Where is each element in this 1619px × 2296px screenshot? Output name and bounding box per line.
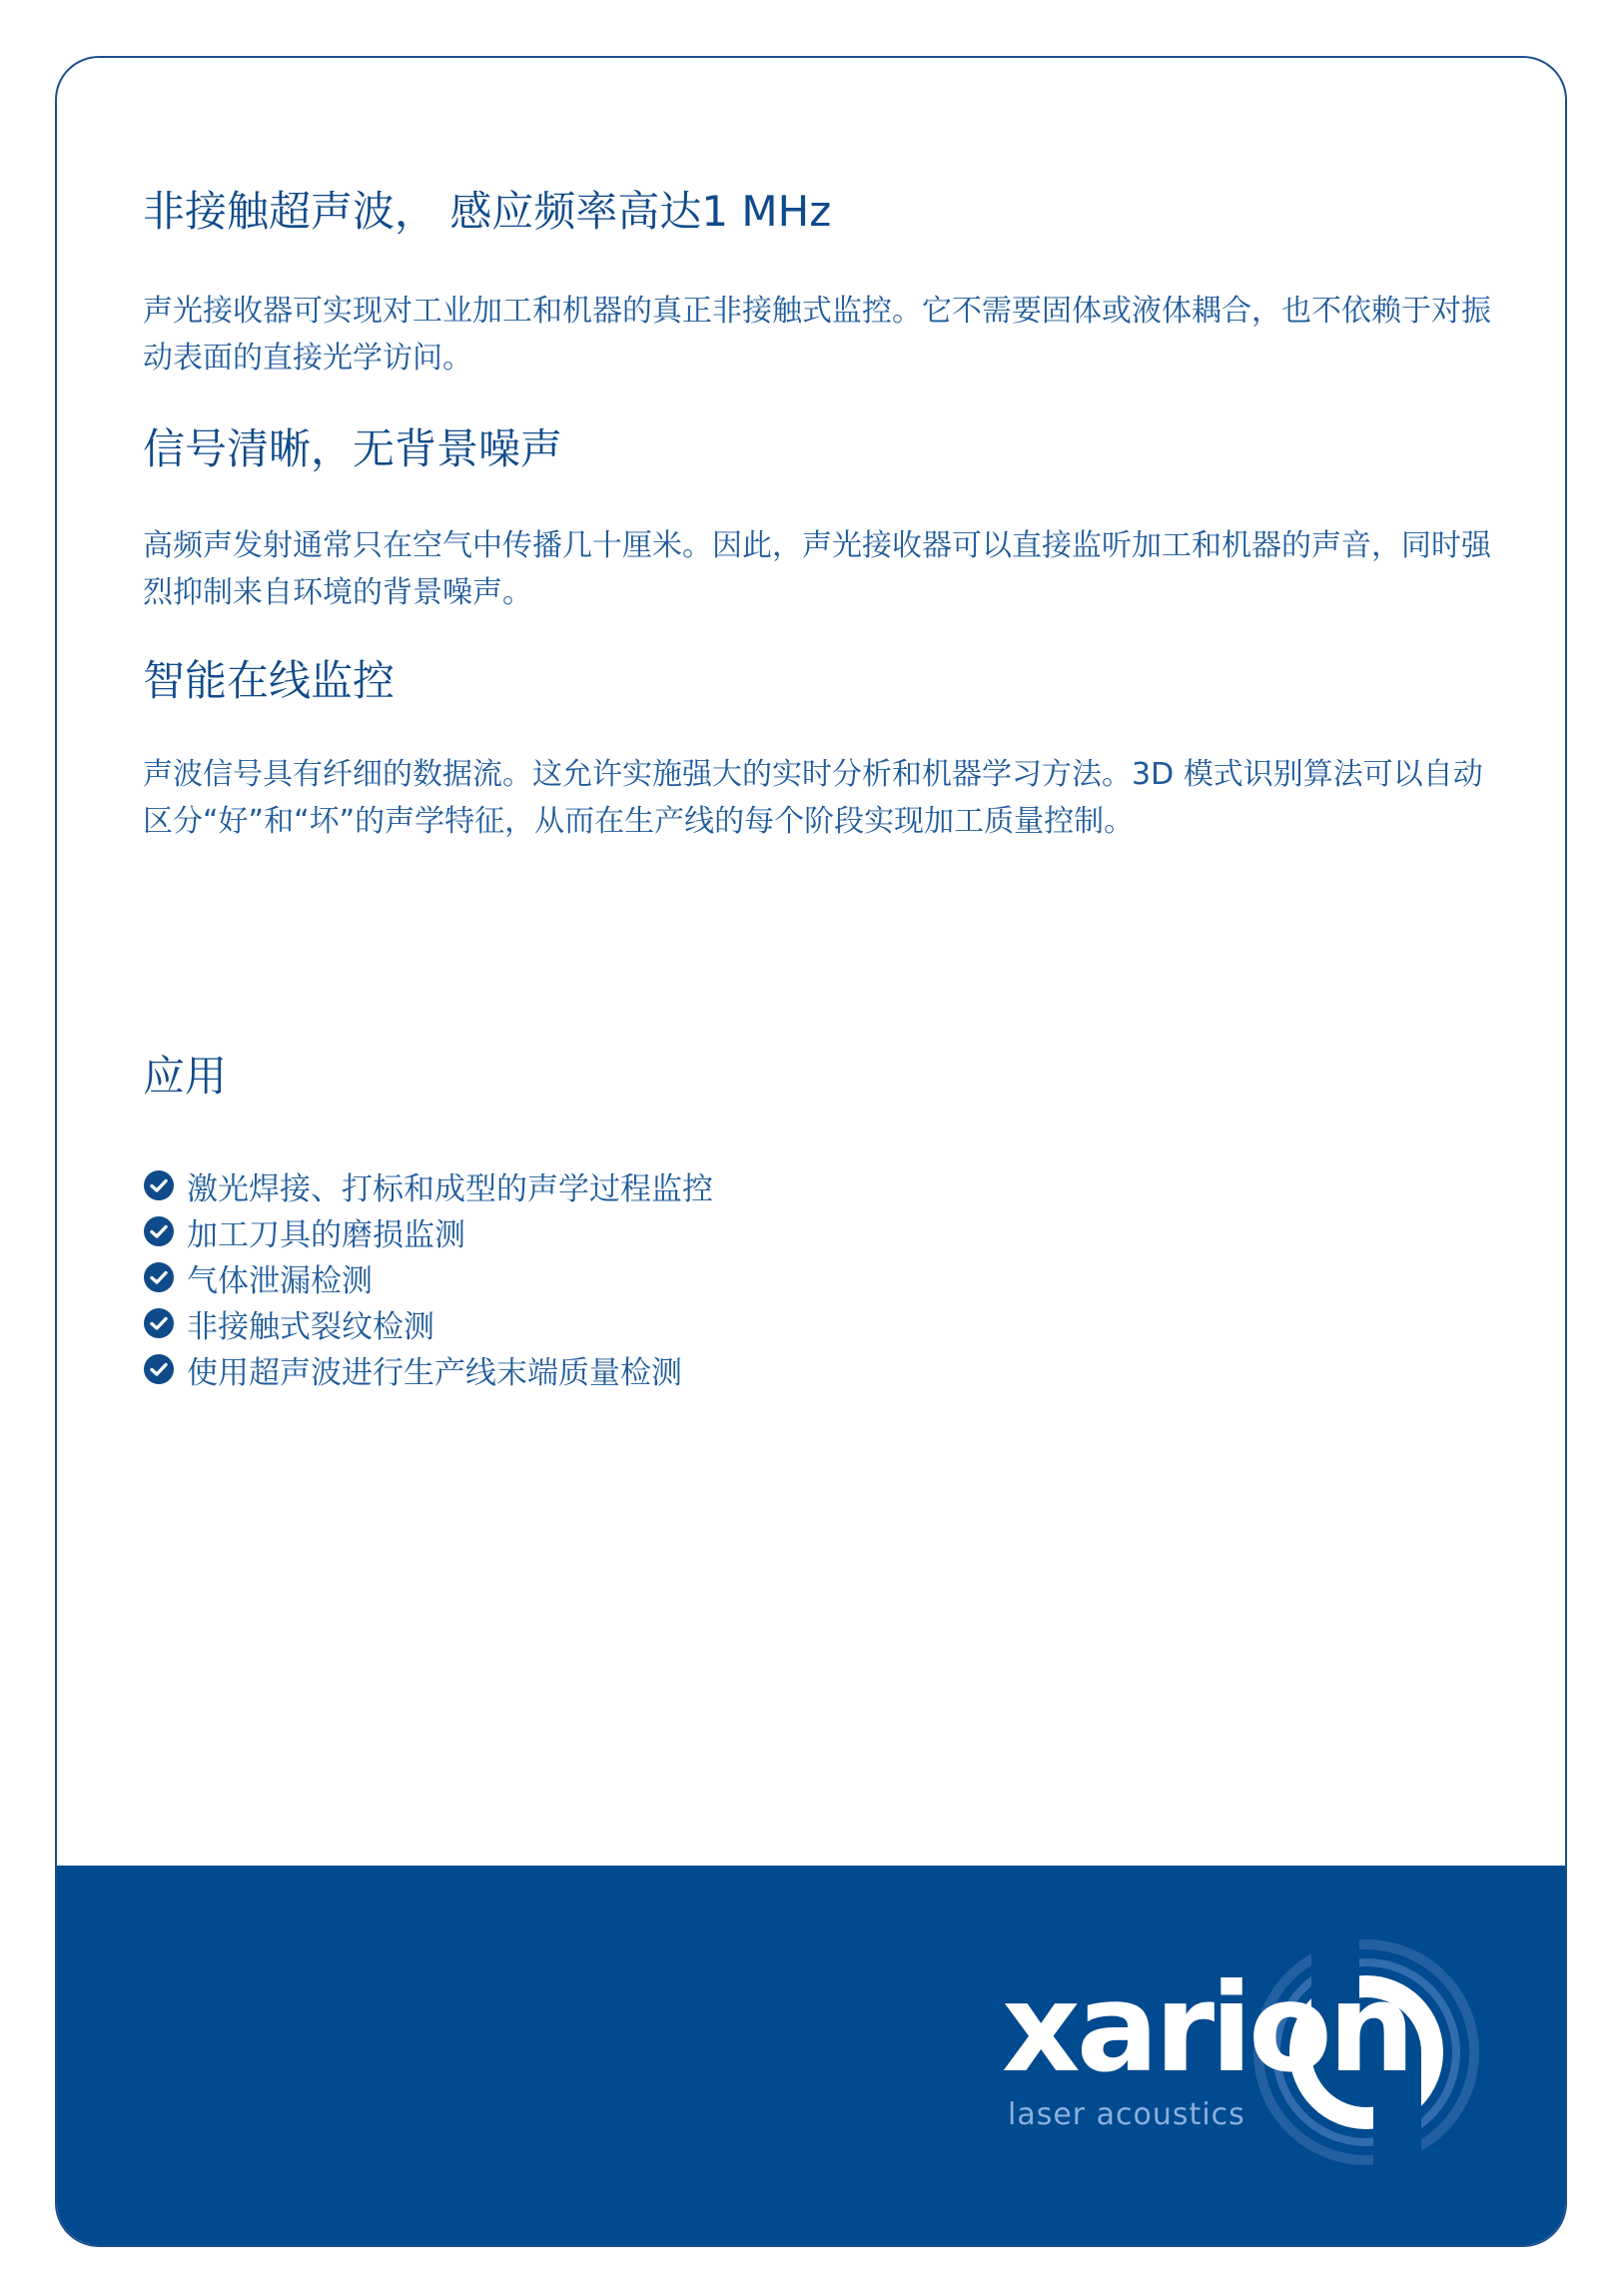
list-item [143, 1208, 713, 1254]
list-item [143, 1300, 713, 1346]
section-text-clear-signal: 高频声发射通常只在空气中传播几十厘米。因此，声光接收器可以直接监听加工和机器的声音，同时强烈抑制来自环境的背景噪声。 [143, 528, 1491, 610]
check-circle-icon [143, 1307, 175, 1339]
brand-logo [1002, 1937, 1481, 2167]
check-circle-icon [143, 1261, 175, 1293]
list-item [143, 1346, 713, 1392]
section-text-contactless-ultrasound: 声光接收器可实现对工业加工和机器的真正非接触式监控。它不需要固体或液体耦合，也不依赖于对振动表面的直接光学访问。 [143, 294, 1491, 376]
section-title-smart-monitoring: 智能在线监控 [143, 656, 396, 705]
footer-band [57, 1866, 1565, 2245]
list-item [143, 1254, 713, 1300]
section-title-clear-signal: 信号清晰，无背景噪声 [143, 424, 563, 473]
application-label: 激光焊接、打标和成型的声学过程监控 [187, 1170, 713, 1207]
check-circle-icon [143, 1353, 175, 1385]
application-label: 使用超声波进行生产线末端质量检测 [187, 1354, 682, 1391]
application-label: 非接触式裂纹检测 [187, 1308, 434, 1345]
section-title-contactless-ultrasound: 非接触超声波， 感应频率高达1 MHz [143, 187, 832, 236]
page-frame [55, 56, 1567, 2247]
application-label: 气体泄漏检测 [187, 1262, 373, 1299]
section-text-smart-monitoring: 声波信号具有纤细的数据流。这允许实施强大的实时分析和机器学习方法。3D 模式识别算法可以自动区分“好”和“坏”的声学特征，从而在生产线的每个阶段实现加工质量控制。 [143, 757, 1483, 839]
brand-tagline: laser acoustics [1008, 2097, 1245, 2132]
check-circle-icon [143, 1215, 175, 1247]
applications-list [143, 1162, 713, 1392]
application-label: 加工刀具的磨损监测 [187, 1216, 465, 1253]
list-item [143, 1162, 713, 1208]
applications-title: 应用 [143, 1052, 228, 1101]
brand-name: xarion [1002, 1957, 1411, 2099]
check-circle-icon [143, 1169, 175, 1201]
